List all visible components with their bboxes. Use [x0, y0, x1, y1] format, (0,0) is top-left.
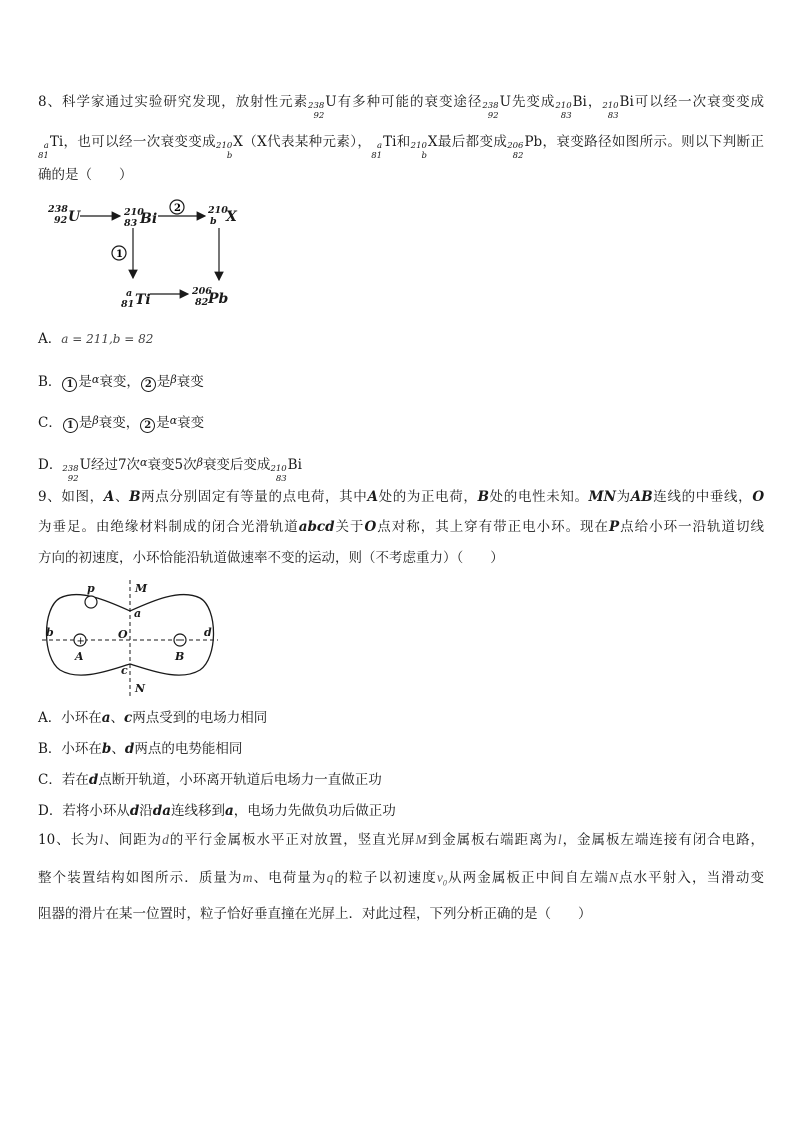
- mass-number: 210: [602, 101, 619, 111]
- q10-text: 的粒子以初速度: [333, 870, 437, 886]
- q9-text: 为垂足。由绝缘材料制成的闭合光滑轨道: [38, 519, 299, 535]
- q10-text: 从两金属板正中间自左端: [446, 870, 609, 886]
- mass-number: 238: [308, 101, 325, 111]
- q8-text: 可以经一次衰变变成: [633, 94, 765, 110]
- mass-number: a: [377, 141, 383, 151]
- q10-line1: [38, 830, 764, 850]
- q10-text: 整个装置结构如图所示．质量为: [38, 870, 243, 886]
- option-label: D．: [38, 457, 63, 473]
- q8-line2: [38, 132, 764, 160]
- nuclide-x: [411, 132, 438, 160]
- var-b: B: [129, 489, 141, 505]
- mass-number: 210: [555, 101, 572, 111]
- option-text: 若在: [61, 772, 89, 788]
- var-o: O: [752, 489, 765, 505]
- beta-symbol: β: [196, 456, 203, 469]
- option-label: B．: [38, 374, 62, 390]
- option-text: 衰变5次: [147, 457, 197, 473]
- option-label: B．: [38, 741, 62, 757]
- q10-text: 到金属板右端距离为: [426, 832, 558, 848]
- option-text: 是: [78, 374, 92, 390]
- var-d: d: [129, 803, 140, 819]
- element-symbol: Ti: [49, 134, 64, 150]
- atomic-number: 81: [371, 150, 383, 161]
- option-text: 小环在: [61, 741, 102, 757]
- x-z: b: [210, 216, 217, 227]
- circled-two: 2: [141, 377, 156, 392]
- ring-p: [85, 596, 97, 608]
- nuclide-u238: [308, 92, 337, 120]
- element-symbol: Bi: [287, 457, 302, 473]
- q10-text: 的平行金属板水平正对放置，竖直光屏: [168, 832, 416, 848]
- option-text: 是: [156, 374, 171, 390]
- decay-path-diagram: [40, 195, 240, 315]
- atomic-number: 92: [487, 110, 499, 121]
- var-b: b: [101, 741, 112, 757]
- bi-z: 83: [124, 218, 138, 229]
- option-text: 小环在: [61, 710, 102, 726]
- q9-option-c[interactable]: [38, 768, 382, 788]
- q8-option-c[interactable]: [38, 411, 204, 433]
- q8-option-b[interactable]: [38, 370, 204, 392]
- circled-one: 1: [63, 418, 78, 433]
- bi-symbol: Bi: [140, 211, 158, 227]
- mass-number: 238: [62, 464, 79, 474]
- nuclide-ti: [371, 132, 396, 160]
- var-a: A: [367, 489, 378, 505]
- element-symbol: Pb: [524, 134, 543, 150]
- var-abcd: abcd: [298, 519, 335, 535]
- u-symbol: U: [68, 209, 81, 225]
- option-text: 是: [78, 415, 93, 431]
- element-symbol: Bi: [619, 94, 634, 110]
- label-p: p: [87, 582, 95, 595]
- var-da: da: [152, 803, 171, 819]
- q9-text: 关于: [334, 519, 365, 535]
- q9-text: 处的电性未知。: [489, 489, 589, 505]
- element-symbol: U: [79, 457, 91, 473]
- option-text: 、: [110, 710, 124, 726]
- var-o: O: [364, 519, 377, 535]
- option-text: 两点受到的电场力相同: [132, 710, 268, 726]
- option-text: 衰变后变成: [202, 457, 271, 473]
- var-n: N: [608, 870, 618, 885]
- subscript-0: 0: [442, 878, 447, 888]
- option-label: A．: [38, 710, 62, 726]
- q8-text: ，: [586, 94, 603, 110]
- option-label: C．: [38, 772, 62, 788]
- atomic-number: 81: [38, 150, 49, 161]
- nuclide-u238: [482, 92, 511, 120]
- ti-mass: a: [126, 288, 133, 299]
- option-label: D．: [38, 803, 63, 819]
- q10-line2: [38, 868, 764, 894]
- option-text: 、: [111, 741, 125, 757]
- q8-text: 最后都变成: [437, 134, 508, 150]
- q10-text: 、电荷量为: [252, 870, 327, 886]
- path-label-2: 2: [174, 203, 181, 214]
- q9-line1: [38, 487, 764, 507]
- mass-number: a: [43, 141, 49, 151]
- option-text: 衰变，: [98, 415, 140, 431]
- option-text: 连线移到: [170, 803, 225, 819]
- x-symbol: X: [226, 209, 237, 225]
- option-text: ，电场力先做负功后做正功: [233, 803, 396, 819]
- var-d: d: [124, 741, 135, 757]
- pb-symbol: Pb: [208, 291, 229, 307]
- var-c: c: [124, 710, 133, 726]
- option-text: 点断开轨道，小环离开轨道后电场力一直做正功: [98, 772, 382, 788]
- beta-symbol: β: [170, 373, 177, 386]
- var-v: v: [436, 870, 443, 885]
- option-text: 沿: [139, 803, 153, 819]
- var-v0: [436, 870, 447, 888]
- mass-number: 210: [270, 464, 287, 474]
- pb-mass: 206: [192, 286, 212, 297]
- mass-number: 238: [482, 101, 499, 111]
- var-m-screen: M: [415, 832, 427, 847]
- label-a: a: [134, 607, 142, 620]
- option-text: 若将小环从: [62, 803, 130, 819]
- q10-text: 10、长为: [38, 832, 100, 848]
- circled-two: 2: [140, 418, 155, 433]
- nuclide-u238: [62, 457, 91, 483]
- q8-option-d[interactable]: [38, 453, 302, 483]
- var-a: a: [101, 710, 111, 726]
- option-text: a = 211,b = 82: [61, 332, 154, 346]
- q8-option-a[interactable]: [38, 327, 153, 347]
- q8-line3: 确的是（ ）: [38, 167, 133, 183]
- mass-number: 206: [507, 141, 524, 151]
- alpha-symbol: α: [91, 373, 100, 386]
- element-symbol: X: [427, 134, 438, 150]
- q9-text: 两点分别固定有等量的点电荷，其中: [140, 489, 368, 505]
- option-text: 衰变: [176, 374, 204, 390]
- ti-symbol: Ti: [135, 292, 151, 308]
- pb-z: 82: [195, 297, 209, 308]
- var-d: d: [88, 772, 99, 788]
- closed-track: [47, 595, 214, 676]
- element-symbol: Ti: [383, 134, 397, 150]
- q10-text: ，金属板左端连接有闭合电路，: [561, 832, 765, 848]
- q9-text: 处的为正电荷，: [377, 489, 478, 505]
- label-m: M: [135, 582, 148, 595]
- atomic-number: 83: [560, 110, 572, 121]
- element-symbol: U: [325, 94, 337, 110]
- var-l: l: [557, 832, 562, 847]
- element-symbol: X: [233, 134, 243, 150]
- x-mass: 210: [208, 205, 228, 216]
- q10-text: 点水平射入，当滑动变: [617, 870, 765, 886]
- nuclide-bi210: [555, 92, 586, 120]
- element-symbol: Bi: [572, 94, 587, 110]
- q8-line1: [38, 92, 764, 120]
- q9-option-a[interactable]: [38, 706, 267, 726]
- q9-text: 连线的中垂线，: [652, 489, 753, 505]
- q9-line3: 方向的初速度，小环恰能沿轨道做速率不变的运动，则（不考虑重力）（ ）: [38, 550, 504, 566]
- q9-text: 为: [615, 489, 631, 505]
- nuclide-bi210: [602, 92, 633, 120]
- charge-a-sign: +: [76, 636, 85, 647]
- q9-line2: [38, 517, 764, 537]
- label-o: O: [118, 628, 128, 641]
- option-text: 是: [156, 415, 170, 431]
- option-text: 经过7次: [90, 457, 141, 473]
- label-b: b: [46, 626, 54, 639]
- nuclide-bi210: [270, 457, 301, 483]
- q9-text: 点对称，其上穿有带正电小环。现在: [376, 519, 610, 535]
- q10-text: 、间距为: [103, 832, 163, 848]
- q8-text: 8、科学家通过实验研究发现，放射性元素: [38, 94, 309, 110]
- alpha-symbol: α: [140, 456, 148, 469]
- atomic-number: 83: [607, 110, 619, 121]
- var-ab: AB: [630, 489, 653, 505]
- q9-option-b[interactable]: [38, 737, 242, 757]
- q8-text: 有多种可能的衰变途径: [336, 94, 483, 110]
- atomic-number: b: [421, 150, 427, 161]
- u-mass: 238: [48, 204, 68, 215]
- nuclide-pb: [507, 132, 542, 160]
- bi-mass: 210: [124, 207, 144, 218]
- nuclide-x: [216, 132, 243, 160]
- var-l: l: [99, 832, 104, 847]
- ti-z: 81: [121, 299, 135, 310]
- option-label: C．: [38, 415, 62, 431]
- element-symbol: U: [499, 94, 511, 110]
- option-text: 衰变，: [99, 374, 140, 390]
- atomic-number: 82: [512, 150, 524, 161]
- var-a: a: [224, 803, 234, 819]
- nuclide-ti: [38, 132, 63, 160]
- q10-line3: 阻器的滑片在某一位置时，粒子恰好垂直撞在光屏上．对此过程，下列分析正确的是（ ）: [38, 906, 592, 922]
- q8-text: 和: [396, 134, 411, 150]
- var-a: A: [103, 489, 115, 505]
- label-charge-a: A: [75, 650, 84, 663]
- alpha-symbol: α: [169, 414, 178, 427]
- var-m: m: [242, 870, 253, 885]
- option-text: 两点的电势能相同: [134, 741, 243, 757]
- circled-one: 1: [62, 377, 77, 392]
- q9-option-d[interactable]: [38, 799, 396, 819]
- var-d: d: [162, 832, 169, 847]
- atomic-number: 92: [67, 473, 79, 484]
- q8-text: ，衰变路径如图所示。则以下判断正: [542, 134, 765, 150]
- var-b: B: [477, 489, 490, 505]
- var-p: P: [609, 519, 620, 535]
- u-z: 92: [54, 215, 68, 226]
- q9-text: 、: [114, 489, 130, 505]
- option-label: A．: [38, 331, 62, 347]
- q9-text: 9、如图，: [38, 489, 104, 505]
- atomic-number: b: [226, 150, 233, 161]
- label-charge-b: B: [175, 650, 185, 663]
- q8-text: ，也可以经一次衰变变成: [63, 134, 217, 150]
- q8-text: 先变成: [510, 94, 556, 110]
- option-text: 衰变: [177, 415, 205, 431]
- q9-text: 点给小环一沿轨道切线: [619, 519, 765, 535]
- mass-number: 210: [410, 141, 427, 151]
- mass-number: 210: [216, 141, 233, 151]
- q8-text: （X代表某种元素），: [242, 134, 372, 150]
- track-diagram: [40, 578, 220, 700]
- atomic-number: 92: [313, 110, 325, 121]
- label-c: c: [121, 664, 128, 677]
- label-n: N: [135, 682, 146, 695]
- path-label-1: 1: [116, 249, 123, 260]
- label-d: d: [204, 626, 212, 639]
- var-mn: MN: [588, 489, 616, 505]
- atomic-number: 83: [275, 473, 287, 484]
- beta-symbol: β: [92, 414, 99, 427]
- var-q: q: [326, 870, 334, 885]
